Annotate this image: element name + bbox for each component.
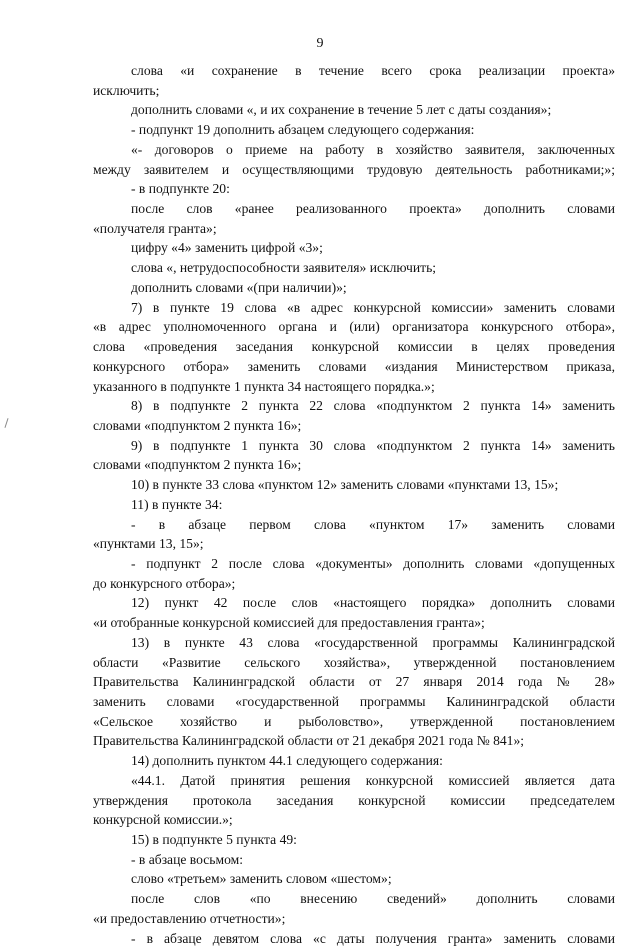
text-line: слово «третьем» заменить словом «шестом»; xyxy=(131,871,392,887)
text-line: исключить; xyxy=(93,82,160,98)
text-line: 14) дополнить пунктом 44.1 следующего содержания: xyxy=(131,753,443,769)
text-line: 7) в пункте 19 слова «в адрес конкурсной комиссии» заменить словами xyxy=(131,299,615,315)
text-line: «Сельское хозяйство и рыболовство», утвержденной постановлением xyxy=(93,713,615,729)
text-line: конкурсной комиссии.»; xyxy=(93,812,233,828)
text-line: словами «подпунктом 2 пункта 16»; xyxy=(93,457,302,473)
text-line: 13) в пункте 43 слова «государственной программы Калининградской xyxy=(131,634,615,650)
text-line: цифру «4» заменить цифрой «3»; xyxy=(131,240,323,256)
text-line: «и предоставлению отчетности»; xyxy=(93,910,286,926)
text-line: «и отобранные конкурсной комиссией для предоставления гранта»; xyxy=(93,615,485,631)
text-line: конкурсного отбора» заменить словами «издания Министерством приказа, xyxy=(93,358,615,374)
text-line: дополнить словами «(при наличии)»; xyxy=(131,279,347,295)
text-line: слова «, нетрудоспособности заявителя» исключить; xyxy=(131,260,437,276)
page-number: 9 xyxy=(316,36,324,51)
text-line: - подпункт 2 после слова «документы» дополнить словами «допущенных xyxy=(131,555,615,571)
text-line: утверждения протокола заседания конкурсной комиссии председателем xyxy=(93,792,615,808)
text-line: «- договоров о приеме на работу в хозяйство заявителя, заключенных xyxy=(131,141,615,157)
text-line: словами «подпунктом 2 пункта 16»; xyxy=(93,417,302,433)
margin-mark xyxy=(4,418,8,428)
text-line: - в подпункте 20: xyxy=(131,181,230,197)
text-line: слова «и сохранение в течение всего срока реализации проекта» xyxy=(131,63,615,78)
text-line: области «Развитие сельского хозяйства», утвержденной постановлением xyxy=(93,654,615,670)
text-line: до конкурсного отбора»; xyxy=(93,575,236,591)
text-line: 9) в подпункте 1 пункта 30 слова «подпунктом 2 пункта 14» заменить xyxy=(131,437,615,453)
text-line: 10) в пункте 33 слова «пунктом 12» заменить словами «пунктами 13, 15»; xyxy=(131,477,559,493)
text-line: - в абзаце первом слова «пунктом 17» заменить словами xyxy=(131,516,615,532)
text-line: дополнить словами «, и их сохранение в течение 5 лет с даты создания»; xyxy=(131,102,552,118)
text-line: «пунктами 13, 15»; xyxy=(93,536,204,552)
text-line: - подпункт 19 дополнить абзацем следующего содержания: xyxy=(131,122,475,138)
text-line: между заявителем и осуществляющими трудовую деятельность работниками;»; xyxy=(93,161,615,177)
text-line: после слов «по внесению сведений» дополнить словами xyxy=(131,891,615,907)
text-line: 8) в подпункте 2 пункта 22 слова «подпунктом 2 пункта 14» заменить xyxy=(131,398,615,414)
text-line: слова «проведения заседания конкурсной комиссии в целях проведения xyxy=(93,339,615,355)
text-line: - в абзаце девятом слова «с даты получения гранта» заменить словами xyxy=(131,930,615,946)
text-line: 12) пункт 42 после слов «настоящего порядка» дополнить словами xyxy=(131,595,615,611)
document-body xyxy=(93,61,615,948)
text-line: Правительства Калининградской области от 27 января 2014 года № 28» xyxy=(93,674,615,690)
text-line: указанного в подпункте 1 пункта 34 настоящего порядка.»; xyxy=(93,378,435,394)
text-line: «получателя гранта»; xyxy=(93,220,217,236)
text-line: 15) в подпункте 5 пункта 49: xyxy=(131,832,297,848)
text-line: «в адрес уполномоченного органа и (или) организатора конкурсного отбора», xyxy=(93,319,615,335)
text-line: Правительства Калининградской области от 21 декабря 2021 года № 841»; xyxy=(93,733,525,749)
text-line: - в абзаце восьмом: xyxy=(131,851,244,867)
text-line: заменить словами «государственной программы Калининградской области xyxy=(93,694,615,709)
text-line: после слов «ранее реализованного проекта» дополнить словами xyxy=(131,201,615,217)
text-line: 11) в пункте 34: xyxy=(131,496,223,512)
text-line: «44.1. Датой принятия решения конкурсной комиссией является дата xyxy=(131,772,615,788)
